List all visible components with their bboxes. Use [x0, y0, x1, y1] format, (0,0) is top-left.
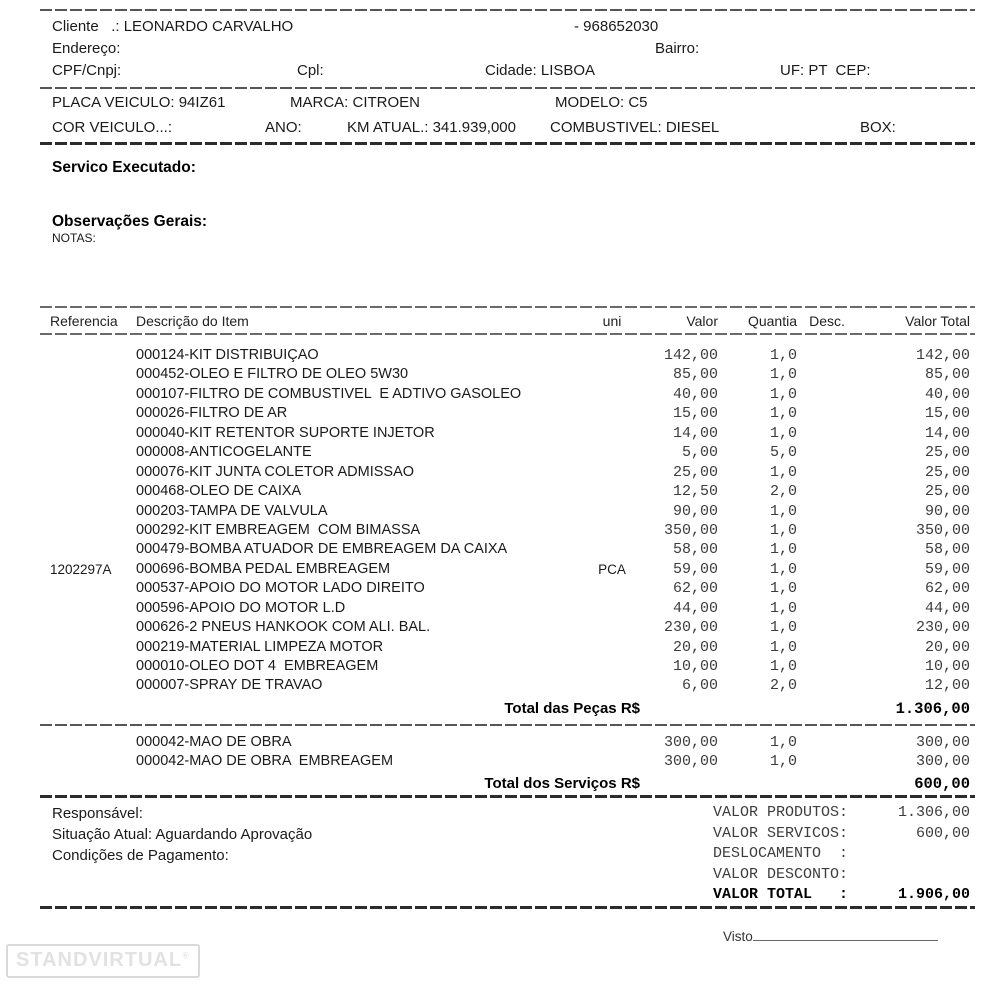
item-discount [797, 521, 857, 540]
item-reference [50, 733, 136, 752]
parts-total-label: Total das Peças R$ [504, 700, 640, 717]
item-description: 000010-OLEO DOT 4 EMBREAGEM [136, 658, 379, 674]
part-item-row [50, 657, 970, 676]
item-unit-price: 59,00 [672, 560, 718, 578]
item-total: 25,00 [924, 483, 970, 501]
item-discount [797, 579, 857, 598]
item-quantity: 2,0 [769, 677, 797, 695]
item-total: 25,00 [924, 463, 970, 481]
footer-total-value: 600,00 [915, 824, 970, 842]
item-total: 142,00 [915, 347, 970, 364]
item-unit-price: 230,00 [663, 619, 718, 637]
item-total: 12,00 [924, 677, 970, 695]
client-row-2 [0, 38, 1000, 60]
item-unit [580, 618, 644, 637]
item-unit: PCA [598, 561, 626, 577]
footer-total-line [713, 885, 970, 906]
vehicle-row-1 [0, 92, 1000, 114]
signature-row [723, 926, 938, 946]
general-notes-heading: Observações Gerais: [52, 213, 208, 230]
client-name: LEONARDO CARVALHO [123, 18, 294, 35]
item-unit-price: 5,00 [681, 444, 718, 462]
year-label: ANO: [265, 119, 302, 136]
part-item-row [50, 521, 970, 540]
item-unit [580, 365, 644, 384]
item-unit [580, 540, 644, 559]
item-total: 40,00 [924, 385, 970, 403]
item-reference [50, 618, 136, 637]
item-description: 000042-MAO DE OBRA EMBREAGEM [136, 753, 394, 770]
item-total: 10,00 [924, 658, 970, 675]
address-label: Endereço: [52, 40, 121, 57]
color-label: COR VEICULO...: [52, 119, 173, 136]
item-reference [50, 404, 136, 423]
item-reference [50, 752, 136, 771]
item-discount [797, 424, 857, 443]
item-unit-price: 10,00 [672, 658, 718, 675]
item-total: 58,00 [924, 541, 970, 559]
client-row-3 [0, 60, 1000, 82]
item-unit-price: 44,00 [672, 599, 718, 617]
item-description: 000537-APOIO DO MOTOR LADO DIREITO [136, 580, 425, 597]
divider [40, 306, 975, 308]
item-quantity: 5,0 [769, 444, 797, 462]
item-total: 300,00 [915, 753, 970, 771]
item-discount [797, 482, 857, 501]
item-unit-price: 25,00 [672, 463, 718, 481]
divider [40, 142, 975, 145]
item-total: 14,00 [924, 424, 970, 442]
item-description: 000219-MATERIAL LIMPEZA MOTOR [136, 638, 384, 655]
item-quantity: 1,0 [769, 734, 797, 751]
executed-service-heading-row [0, 157, 1000, 179]
col-header-descricao: Descrição do Item [136, 313, 249, 329]
item-total: 62,00 [924, 580, 970, 598]
item-reference [50, 443, 136, 462]
bairro-label: Bairro: [655, 40, 700, 57]
fuel-field: COMBUSTIVEL: DIESEL [550, 119, 720, 136]
item-unit-price: 6,00 [681, 677, 718, 695]
footer-total-value: 1.906,00 [897, 886, 970, 903]
item-unit [580, 404, 644, 423]
item-unit-price: 85,00 [672, 366, 718, 384]
item-discount [797, 463, 857, 482]
item-reference [50, 638, 136, 657]
part-item-row [50, 404, 970, 423]
item-unit [580, 482, 644, 501]
item-reference [50, 579, 136, 598]
item-reference [50, 540, 136, 559]
service-item-row [50, 752, 970, 771]
divider [40, 333, 975, 335]
item-unit-price: 15,00 [672, 405, 718, 423]
col-header-valor: Valor [686, 313, 718, 329]
item-unit [580, 676, 644, 695]
service-item-row [50, 733, 970, 752]
item-reference [50, 463, 136, 482]
payment-terms-label: Condições de Pagamento: [52, 847, 229, 864]
item-description: 000042-MAO DE OBRA [136, 734, 292, 750]
item-quantity: 1,0 [769, 347, 797, 364]
item-discount [797, 540, 857, 559]
item-quantity: 1,0 [769, 502, 797, 520]
client-phone: - 968652030 [574, 18, 659, 35]
item-unit-price: 58,00 [672, 541, 718, 559]
item-unit-price: 62,00 [672, 580, 718, 598]
part-item-row [50, 638, 970, 657]
item-description: 000626-2 PNEUS HANKOOK COM ALI. BAL. [136, 619, 431, 636]
item-reference [50, 599, 136, 618]
item-unit [580, 579, 644, 598]
item-reference [50, 676, 136, 695]
city-field: Cidade: LISBOA [485, 62, 596, 79]
item-quantity: 1,0 [769, 385, 797, 403]
uf-cep-field: UF: PT CEP: [780, 62, 871, 79]
vehicle-row-2 [0, 117, 1000, 139]
item-description: 000596-APOIO DO MOTOR L.D [136, 599, 346, 616]
item-reference [50, 385, 136, 404]
item-quantity: 1,0 [769, 463, 797, 481]
divider [40, 795, 975, 798]
item-unit-price: 40,00 [672, 385, 718, 403]
item-quantity: 1,0 [769, 521, 797, 539]
brand-field: MARCA: CITROEN [290, 94, 421, 111]
services-rows [50, 733, 970, 772]
notes-row [0, 230, 1000, 246]
item-description: 000040-KIT RETENTOR SUPORTE INJETOR [136, 424, 435, 441]
part-item-row [50, 424, 970, 443]
item-quantity: 1,0 [769, 366, 797, 384]
item-unit [580, 443, 644, 462]
client-label: Cliente .: [52, 18, 120, 35]
footer-total-label: VALOR DESCONTO: [713, 865, 849, 883]
item-description: 000026-FILTRO DE AR [136, 405, 288, 422]
item-total: 90,00 [924, 502, 970, 520]
item-unit-price: 300,00 [663, 734, 718, 751]
item-total: 20,00 [924, 638, 970, 656]
item-discount [797, 443, 857, 462]
parts-total-value: 1.306,00 [895, 700, 970, 718]
item-discount [797, 733, 857, 752]
item-unit [580, 521, 644, 540]
part-item-row [50, 482, 970, 501]
item-unit [580, 463, 644, 482]
part-item-row [50, 346, 970, 365]
visto-label: Visto [723, 929, 753, 944]
item-total: 300,00 [915, 734, 970, 751]
item-quantity: 1,0 [769, 619, 797, 637]
item-unit-price: 12,50 [672, 483, 718, 501]
item-reference [50, 502, 136, 521]
footer-total-line [713, 865, 970, 886]
item-total: 44,00 [924, 599, 970, 617]
item-unit-price: 300,00 [663, 753, 718, 771]
item-quantity: 1,0 [769, 541, 797, 559]
services-total-row [50, 774, 970, 794]
table-header [50, 309, 970, 333]
item-discount [797, 346, 857, 365]
model-field: MODELO: C5 [555, 94, 648, 111]
current-status-field: Situação Atual: Aguardando Aprovação [52, 826, 313, 843]
item-total: 25,00 [924, 444, 970, 462]
item-description: 000007-SPRAY DE TRAVAO [136, 677, 323, 694]
footer-total-line [713, 844, 970, 865]
item-discount [797, 560, 857, 579]
item-reference [50, 346, 136, 365]
item-reference [50, 482, 136, 501]
item-unit [580, 346, 644, 365]
footer-total-label: VALOR TOTAL : [713, 886, 849, 903]
footer-totals [713, 803, 970, 906]
item-quantity: 1,0 [769, 580, 797, 598]
parts-rows [50, 346, 970, 696]
item-unit [580, 424, 644, 443]
cpl-label: Cpl: [297, 62, 324, 79]
item-unit [580, 502, 644, 521]
services-total-value: 600,00 [914, 775, 970, 793]
item-reference [50, 521, 136, 540]
item-quantity: 1,0 [769, 424, 797, 442]
item-quantity: 1,0 [769, 405, 797, 423]
item-unit [580, 385, 644, 404]
col-header-valor-total: Valor Total [905, 313, 970, 329]
item-description: 000292-KIT EMBREAGEM COM BIMASSA [136, 521, 421, 538]
col-header-uni: uni [602, 313, 622, 329]
item-unit [580, 599, 644, 618]
item-quantity: 1,0 [769, 560, 797, 578]
item-unit-price: 350,00 [663, 521, 718, 539]
part-item-row [50, 540, 970, 559]
watermark-text: STANDVIRTUAL [16, 949, 183, 971]
item-description: 000452-OLEO E FILTRO DE OLEO 5W30 [136, 366, 409, 383]
executed-service-heading: Servico Executado: [52, 159, 196, 176]
services-total-label: Total dos Serviços R$ [484, 775, 640, 792]
signature-line [753, 926, 938, 941]
part-item-row [50, 579, 970, 598]
item-discount [797, 752, 857, 771]
divider [40, 906, 975, 909]
item-discount [797, 385, 857, 404]
item-description: 000076-KIT JUNTA COLETOR ADMISSAO [136, 463, 415, 480]
part-item-row [50, 385, 970, 404]
item-discount [797, 365, 857, 384]
item-description: 000008-ANTICOGELANTE [136, 444, 312, 461]
parts-total-row [50, 699, 970, 719]
item-discount [797, 657, 857, 676]
registered-mark-icon: ® [182, 950, 190, 961]
part-item-row [50, 618, 970, 637]
item-discount [797, 599, 857, 618]
item-unit [580, 657, 644, 676]
item-reference [50, 365, 136, 384]
part-item-row [50, 365, 970, 384]
item-unit-price: 14,00 [672, 424, 718, 442]
item-quantity: 2,0 [769, 483, 797, 501]
item-quantity: 1,0 [769, 658, 797, 675]
item-discount [797, 502, 857, 521]
part-item-row [50, 560, 970, 579]
item-description: 000696-BOMBA PEDAL EMBREAGEM [136, 560, 391, 577]
item-discount [797, 618, 857, 637]
item-total: 15,00 [924, 405, 970, 423]
item-discount [797, 676, 857, 695]
item-reference: 1202297A [50, 561, 112, 577]
responsible-label: Responsável: [52, 805, 143, 822]
divider [40, 87, 975, 89]
item-discount [797, 638, 857, 657]
cpf-label: CPF/Cnpj: [52, 62, 122, 79]
client-name-line [52, 16, 293, 38]
item-description: 000203-TAMPA DE VALVULA [136, 502, 328, 519]
item-reference [50, 657, 136, 676]
item-unit-price: 142,00 [663, 347, 718, 364]
footer-total-value [848, 844, 970, 865]
item-total: 59,00 [924, 560, 970, 578]
part-item-row [50, 463, 970, 482]
item-total: 85,00 [924, 366, 970, 384]
item-discount [797, 404, 857, 423]
footer-total-value: 1.306,00 [897, 804, 970, 821]
item-description: 000479-BOMBA ATUADOR DE EMBREAGEM DA CAIXA [136, 541, 508, 558]
footer-total-label: VALOR SERVICOS: [713, 824, 849, 842]
box-label: BOX: [860, 119, 896, 136]
part-item-row [50, 443, 970, 462]
part-item-row [50, 599, 970, 618]
item-unit-price: 90,00 [672, 502, 718, 520]
divider [40, 9, 975, 11]
divider [40, 724, 975, 726]
km-field: KM ATUAL.: 341.939,000 [347, 119, 516, 136]
item-total: 350,00 [915, 521, 970, 539]
item-quantity: 1,0 [769, 638, 797, 656]
item-unit [580, 752, 644, 771]
footer-total-value [848, 865, 970, 886]
item-description: 000107-FILTRO DE COMBUSTIVEL E ADTIVO GASOLEO [136, 385, 522, 402]
item-unit [580, 638, 644, 657]
item-quantity: 1,0 [769, 753, 797, 771]
standvirtual-watermark [6, 944, 200, 978]
footer-total-line [713, 803, 970, 824]
notes-label: NOTAS: [52, 231, 96, 245]
item-total: 230,00 [915, 619, 970, 637]
item-description: 000124-KIT DISTRIBUIÇAO [136, 347, 319, 363]
item-description: 000468-OLEO DE CAIXA [136, 483, 302, 500]
item-reference [50, 424, 136, 443]
footer-total-label: DESLOCAMENTO : [713, 845, 849, 862]
plate-field: PLACA VEICULO: 94IZ61 [52, 94, 226, 111]
col-header-desc: Desc. [809, 313, 845, 329]
part-item-row [50, 502, 970, 521]
item-quantity: 1,0 [769, 599, 797, 617]
col-header-referencia: Referencia [50, 313, 118, 329]
item-unit [580, 733, 644, 752]
footer-total-line [713, 824, 970, 845]
col-header-quantia: Quantia [747, 313, 797, 329]
client-row-1 [0, 16, 1000, 38]
part-item-row [50, 676, 970, 695]
item-unit-price: 20,00 [672, 638, 718, 656]
footer-total-label: VALOR PRODUTOS: [713, 804, 849, 821]
